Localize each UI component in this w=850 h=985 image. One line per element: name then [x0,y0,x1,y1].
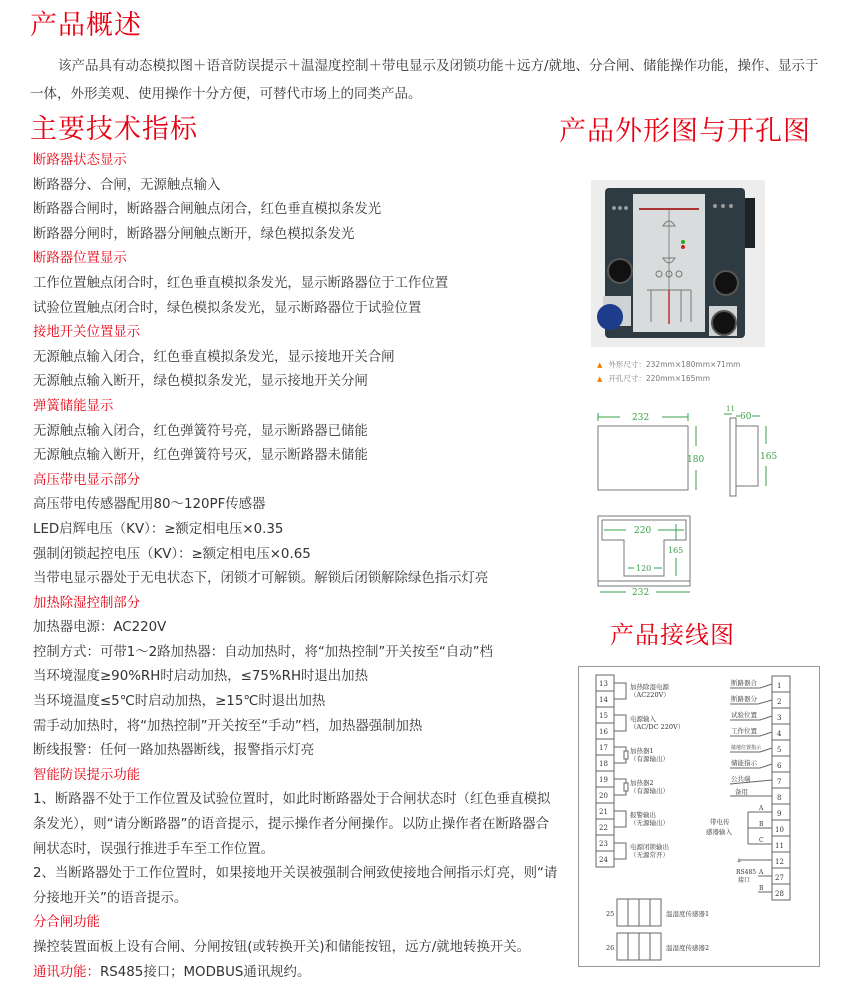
indicator-lamp [624,206,628,210]
overview-title: 产品概述 [30,10,142,41]
indicator-lamp [713,204,717,208]
terminal-6: 6 [777,762,782,770]
ground-icon: ⏚ [736,858,743,865]
terminal-18: 18 [599,760,608,768]
comm-value: RS485接口；MODBUS通讯规约。 [99,964,311,980]
terminal-19: 19 [599,776,608,784]
terminal-2: 2 [777,698,782,706]
sensor-26-label: 温湿度传感器2 [666,944,710,952]
spec-line: 强制闭锁起控电压（KV）：≥额定相电压×0.65 [33,546,311,562]
spec-line: 当环境湿度≥90%RH时启动加热，≤75%RH时退出加热 [33,669,368,685]
spec-line: 断路器合闸时，断路器合闸触点闭合，红色垂直模拟条发光 [33,202,382,218]
terminal-27: 27 [775,874,784,882]
section-heading: 智能防误提示功能 [33,767,141,783]
label-heater2-spec: （有源输出） [630,787,669,795]
label-alarm-output: 报警输出 [630,811,656,819]
control-knob [713,270,739,296]
terminal-23: 23 [599,840,608,848]
phase-a: A [759,805,764,812]
rs485-pin-b: B [759,885,764,892]
spec-line: 高压带电传感器配用80～120PF传感器 [33,497,266,513]
label-earth-position: 接地位置指示 [731,745,762,751]
cutout-top-label: 220 [634,526,652,536]
label-breaker-close: 断路器合 [731,679,757,687]
spec-line: 加热器电源：AC220V [33,620,167,636]
label-work-position: 工作位置 [731,727,757,735]
label-power-input: 电源输入 [630,715,656,723]
label-sensor-input-2: 感器输入 [706,828,732,836]
label-energy-storage: 储能指示 [731,759,757,767]
spec-paragraph: 2、当断路器处于工作位置时，如果接地开关误被强制合闸致使接地合闸指示灯亮，则“请分接地开关”的语音提示。 [33,866,558,906]
switch-handle [597,304,623,330]
label-lock-output-spec: （无源常开） [630,851,669,859]
terminal-20: 20 [599,792,608,800]
spec-line: 试验位置触点闭合时，绿色模拟条发光，显示断路器位于试验位置 [33,300,422,316]
terminal-9: 9 [777,810,782,818]
device-side [745,198,755,248]
terminal-17: 17 [599,744,608,752]
front-width-label: 232 [632,413,650,423]
device-illustration [605,188,745,338]
wiring-diagram [578,666,822,970]
spec-line: 断路器分闸时，断路器分闸触点断开，绿色模拟条发光 [33,226,355,242]
terminal-21: 21 [599,808,608,816]
spec-line: 断线报警：任何一路加热器断线，报警指示灯亮 [33,743,315,759]
label-sensor-input: 带电传 [710,818,730,826]
wiring-title: 产品接线图 [610,621,735,649]
outer-size: 外形尺寸：232mm×180mm×71mm [608,360,741,369]
switch-handle [711,310,737,336]
triangle-icon: ▲ [597,375,603,383]
label-rs485: RS485 [736,869,757,876]
spec-line: 需手动加热时，将“加热控制”开关按至“手动”档，加热器强制加热 [33,718,423,734]
terminal-4: 4 [777,730,782,738]
section-heading: 断路器状态显示 [33,153,127,168]
section-heading: 接地开关位置显示 [33,325,141,341]
comm-line [33,961,573,985]
terminal-14: 14 [599,696,608,704]
phase-c: C [759,837,764,844]
spec-line: 操控装置面板上设有合闸、分闸按钮(或转换开关)和储能按钮，远方/就地转换开关。 [33,940,531,955]
specs-list [33,149,573,985]
cutout-size: 开孔尺寸：220mm×165mm [608,374,711,383]
section-heading: 高压带电显示部分 [33,472,141,488]
spec-line: 断路器分、合闸，无源触点输入 [33,177,221,193]
specs-title: 主要技术指标 [30,114,198,145]
spec-line: 无源触点输入闭合，红色垂直模拟条发光，显示接地开关合闸 [33,349,395,365]
sensor-25-num: 25 [606,910,615,918]
label-heater-power-spec: （AC220V） [630,691,670,699]
section-heading: 分合闸功能 [33,915,100,931]
outline-title: 产品外形图与开孔图 [559,116,811,147]
terminal-7: 7 [777,778,782,786]
section-heading: 断路器位置显示 [33,251,127,267]
spec-line: 无源触点输入断开，红色弹簧符号灭，显示断路器未储能 [33,448,368,464]
terminal-11: 11 [775,842,784,850]
spec-line: 工作位置触点闭合时，红色垂直模拟条发光，显示断路器位于工作位置 [33,275,449,291]
terminal-22: 22 [599,824,608,832]
spec-line: 无源触点输入断开，绿色模拟条发光，显示接地开关分闸 [33,374,368,390]
label-spare: 备用 [735,788,748,796]
section-heading: 弹簧储能显示 [33,398,114,414]
spec-paragraph: 1、断路器不处于工作位置及试验位置时，如此时断路器处于合闸状态时（红色垂直模拟条发光），则“请分断路器”的语音提示，提示操作者分闸操作。以防止操作者在断路器合闸状态时，误强行推进手车至工作位置。 [33,792,551,857]
label-test-position: 试验位置 [731,711,757,719]
front-height-label: 180 [687,455,705,465]
spec-line: 控制方式：可带1～2路加热器：自动加热时，将“加热控制”开关按至“自动”档 [33,644,493,660]
terminal-3: 3 [777,714,782,722]
label-lock-output: 电源闭锁输出 [630,843,669,851]
triangle-icon: ▲ [597,361,603,369]
spec-line: 当带电显示器处于无电状态下，闭锁才可解锁。解锁后闭锁解除绿色指示灯亮 [33,571,489,587]
label-heater2: 加热器2 [630,779,654,787]
spec-line: 无源触点输入闭合，红色弹簧符号亮，显示断路器已储能 [33,423,368,439]
control-knob [607,258,633,284]
terminal-12: 12 [775,858,784,866]
cutout-height-label: 165 [668,546,684,555]
terminal-13: 13 [599,680,608,688]
label-heater1: 加热器1 [630,747,654,755]
label-alarm-output-spec: （无源输出） [630,819,669,827]
flange-label: 11 [726,405,735,413]
indicator-lamp [729,204,733,208]
depth-label: 60 [740,412,752,422]
terminal-1: 1 [777,682,782,690]
side-height-label: 165 [760,452,778,462]
single-line-diagram-icon [633,194,705,332]
terminal-10: 10 [775,826,784,834]
spec-line: 当环境温度≤5℃时启动加热，≥15℃时退出加热 [33,694,326,710]
label-breaker-open: 断路器分 [731,695,757,703]
cutout-bottom-label: 232 [632,588,650,598]
comm-label: 通讯功能： [33,964,100,980]
label-heater-power: 加热除湿电源 [630,683,669,691]
sensor-25-label: 温湿度传感器1 [666,910,710,918]
terminal-28: 28 [775,890,784,898]
rs485-pin-a: A [759,869,764,876]
terminal-15: 15 [599,712,608,720]
cutout-inner-label: 120 [636,564,652,573]
section-heading: 加热除湿控制部分 [33,595,141,611]
spec-line: LED启辉电压（KV）：≥额定相电压×0.35 [33,521,284,537]
phase-b: B [759,821,764,828]
terminal-5: 5 [777,746,782,754]
sensor-26-num: 26 [606,944,615,952]
indicator-lamp [612,206,616,210]
overview-text: 该产品具有动态模拟图＋语音防误提示＋温湿度控制＋带电显示及闭锁功能＋远方/就地、分合闸、储能操作功能，操作、显示于一体，外形美观、使用操作十分方便，可替代市场上的同类产品。 [30,58,819,102]
outline-drawing [590,400,790,600]
label-heater1-spec: （有源输出） [630,755,669,763]
label-common: 公共端 [731,775,751,783]
dimension-notes [597,358,740,386]
terminal-8: 8 [777,794,782,802]
label-power-input-spec: （AC/DC 220V） [630,723,685,731]
terminal-16: 16 [599,728,608,736]
indicator-lamp [618,206,622,210]
indicator-lamp [721,204,725,208]
terminal-24: 24 [599,856,608,864]
label-rs485-port: 接口 [738,877,751,884]
